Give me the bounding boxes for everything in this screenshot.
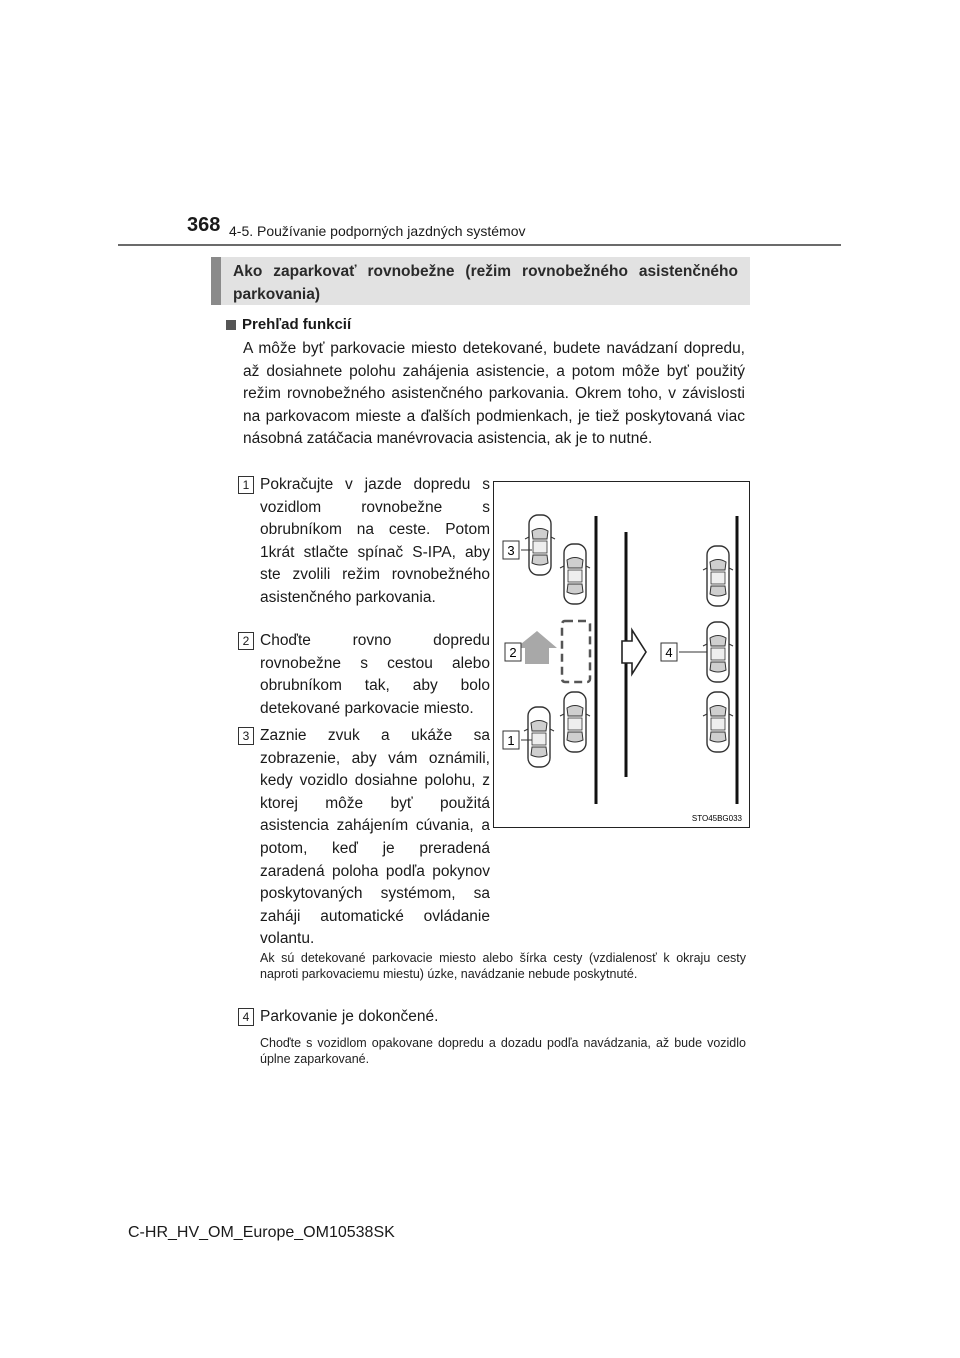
step-number-3: 3 (238, 727, 254, 745)
overview-heading (226, 316, 351, 333)
page-number: 368 (187, 214, 221, 236)
parking-diagram-svg (494, 482, 749, 827)
parked-car-bottom (560, 692, 590, 752)
note-1-text: Ak sú detekované parkovacie miesto alebo šírka cesty (vzdialenosť k okraju cesty naproti parkovaciemu miestu) úzke, navádzanie nebude poskytnuté. (260, 951, 746, 981)
step-1 (238, 474, 490, 610)
step-number-1: 1 (238, 476, 254, 494)
step-2 (238, 630, 490, 720)
result-parked-car-top (703, 546, 733, 606)
result-parked-car-bottom (703, 692, 733, 752)
parked-car-top (560, 544, 590, 604)
callout-1: 1 (507, 733, 515, 748)
callout-2: 2 (509, 645, 517, 660)
moving-car-bottom (524, 707, 554, 767)
note-1 (238, 951, 746, 982)
detected-parking-space (562, 621, 590, 682)
note-2 (238, 1036, 746, 1067)
step-4-text: Parkovanie je dokončené. (260, 1008, 439, 1025)
topic-title-box (211, 257, 750, 305)
topic-title: Ako zaparkovať rovnobežne (režim rovnobežného asistenčného parkovania) (233, 263, 738, 303)
overview-heading-text: Prehľad funkcií (242, 316, 352, 333)
section-title: 4-5. Používanie podporných jazdných systémov (229, 223, 526, 239)
result-parked-car-middle (703, 622, 733, 682)
step-number-2: 2 (238, 632, 254, 650)
overview-paragraph: A môže byť parkovacie miesto detekované, budete navádzaní dopredu, až dosiahnete polohu zahájenia asistencie, a potom môže byť použitý režim rovnobežného asistenčného parkovania. Okrem toho, v závislosti na parkovacom mieste a ďalších podmienkach, je tiež poskytovaná viac násobná zatáčacia manévrovacia asistencia, ak je to nutné. (243, 340, 745, 448)
forward-arrow-icon (516, 631, 557, 664)
step-4 (238, 1006, 746, 1029)
step-number-4: 4 (238, 1008, 254, 1026)
document-id: C-HR_HV_OM_Europe_OM10538SK (128, 1224, 395, 1241)
square-bullet-icon (226, 320, 236, 330)
moving-car-top (525, 515, 555, 575)
callout-3: 3 (507, 543, 515, 558)
parking-diagram (493, 481, 750, 828)
step-1-text: Pokračujte v jazde dopredu s vozidlom rovnobežne s obrubníkom na ceste. Potom 1krát stlačte spínač S-IPA, aby ste zvolili režim rovnobežného asistenčného parkovania. (260, 476, 490, 606)
figure-code: STO45BG033 (691, 814, 742, 823)
note-2-text: Choďte s vozidlom opakovane dopredu a dozadu podľa navádzania, až bude vozidlo úplne zaparkované. (260, 1036, 746, 1066)
step-3 (238, 725, 490, 951)
step-2-text: Choďte rovno dopredu rovnobežne s cestou alebo obrubníkom tak, aby bolo detekované parkovacie miesto. (260, 632, 490, 717)
callout-4: 4 (665, 645, 673, 660)
step-3-text: Zaznie zvuk a ukáže sa zobrazenie, aby vám oznámili, kedy vozidlo dosiahne polohu, z ktorej môže byť použitá asistencia zahájením cúvania, a potom, keď je preradená zaradená poloha podľa pokynov poskytovaných systémom, sa zaháji automatické ovládanie volantu. (260, 727, 490, 948)
header-divider (118, 244, 841, 246)
